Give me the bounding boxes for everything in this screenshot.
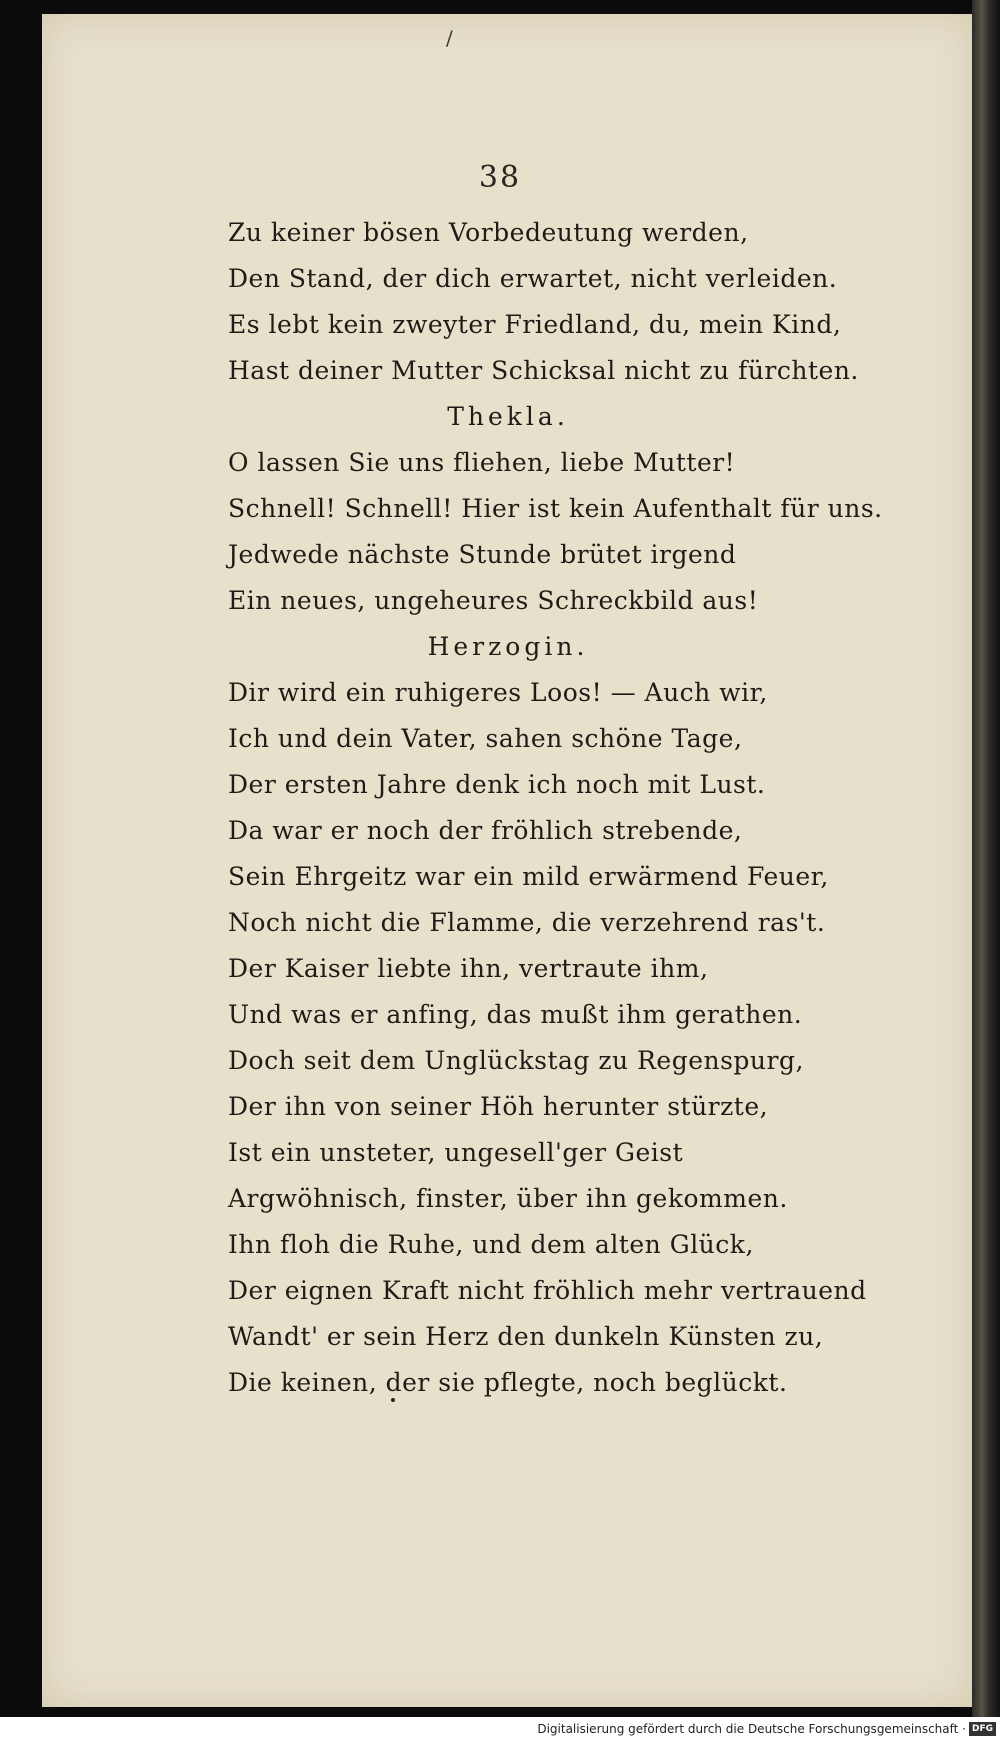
verse-line: Argwöhnisch, finster, über ihn gekommen. [228, 1184, 788, 1213]
digitization-footer [0, 1717, 1000, 1739]
verse-line: Ihn floh die Ruhe, und dem alten Glück, [228, 1230, 754, 1259]
verse-line: Ein neues, ungeheures Schreckbild aus! [228, 586, 759, 615]
page-number: 38 [478, 160, 522, 195]
verse-line: Ist ein unsteter, ungesell'ger Geist [228, 1138, 684, 1167]
verse-line: Jedwede nächste Stunde brütet irgend [228, 540, 737, 569]
verse-line: Der ihn von seiner Höh herunter stürzte, [228, 1092, 769, 1121]
verse-line: Ich und dein Vater, sahen schöne Tage, [228, 724, 743, 753]
header-mark: / [446, 26, 453, 50]
verse-line: Zu keiner bösen Vorbedeutung werden, [228, 218, 749, 247]
verse-text-block [228, 210, 928, 1406]
verse-line: Hast deiner Mutter Schicksal nicht zu fürchten. [228, 356, 859, 385]
ink-dot [391, 1398, 395, 1402]
verse-line: Da war er noch der fröhlich strebende, [228, 816, 743, 845]
verse-line: Der ersten Jahre denk ich noch mit Lust. [228, 770, 766, 799]
verse-line: O lassen Sie uns fliehen, liebe Mutter! [228, 448, 736, 477]
verse-line: Noch nicht die Flamme, die verzehrend ras't. [228, 908, 826, 937]
verse-line: Schnell! Schnell! Hier ist kein Aufenthalt für uns. [228, 494, 883, 523]
verse-line: Den Stand, der dich erwartet, nicht verleiden. [228, 264, 838, 293]
speaker-name-herzogin: Herzogin. [427, 632, 589, 661]
speaker-name-thekla: Thekla. [447, 402, 569, 431]
verse-line: Doch seit dem Unglückstag zu Regenspurg, [228, 1046, 804, 1075]
verse-line: Der Kaiser liebte ihn, vertraute ihm, [228, 954, 709, 983]
verse-line: Wandt' er sein Herz den dunkeln Künsten zu, [228, 1322, 824, 1351]
book-spine-edge [972, 0, 1000, 1717]
verse-line: Und was er anfing, das mußt ihm gerathen. [228, 1000, 803, 1029]
verse-line: Die keinen, der sie pflegte, noch beglückt. [228, 1368, 788, 1397]
verse-line: Der eignen Kraft nicht fröhlich mehr vertrauend [228, 1276, 867, 1305]
verse-line: Sein Ehrgeitz war ein mild erwärmend Feuer, [228, 862, 829, 891]
verse-line: Es lebt kein zweyter Friedland, du, mein Kind, [228, 310, 842, 339]
funding-notice: Digitalisierung gefördert durch die Deutsche Forschungsgemeinschaft · [537, 1721, 966, 1736]
verse-line: Dir wird ein ruhigeres Loos! — Auch wir, [228, 678, 768, 707]
dfg-logo: DFG [969, 1722, 996, 1736]
